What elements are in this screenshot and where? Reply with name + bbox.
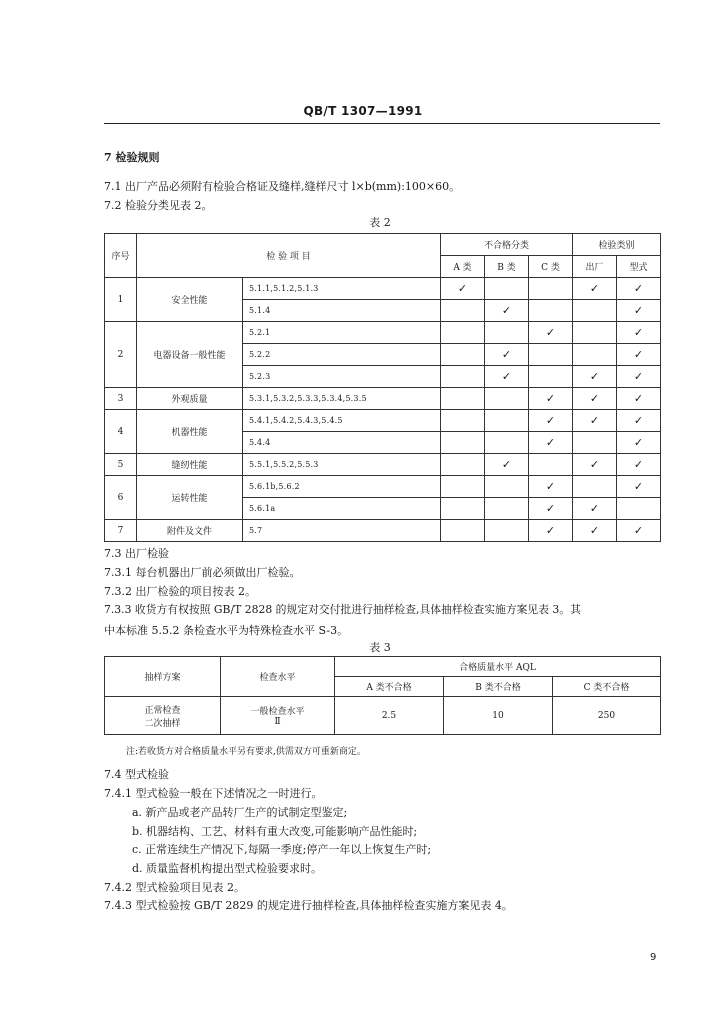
row-clause-codes: 5.7 xyxy=(243,520,441,542)
row-seq: 2 xyxy=(105,322,137,388)
cell-c xyxy=(529,300,573,322)
inspection-classification-table xyxy=(104,233,661,542)
paragraph-7-3-2: 7.3.2 出厂检验的项目按表 2。 xyxy=(104,585,256,598)
header-aql: 合格质量水平 AQL xyxy=(335,657,661,677)
cell-factory xyxy=(573,520,617,542)
row-seq: 1 xyxy=(105,278,137,322)
row-clause-codes: 5.4.4 xyxy=(243,432,441,454)
row-seq: 5 xyxy=(105,454,137,476)
paragraph-7-3-3-cont: 中本标准 5.5.2 条检查水平为特殊检查水平 S-3。 xyxy=(104,624,349,637)
cell-factory xyxy=(573,410,617,432)
table-row xyxy=(105,278,661,300)
header-inspection-level: 检查水平 xyxy=(221,657,335,697)
cell-c xyxy=(529,432,573,454)
table-row xyxy=(105,454,661,476)
check-mark-icon: ✓ xyxy=(633,304,644,317)
row-item-name: 外观质量 xyxy=(137,388,243,410)
cell-type xyxy=(617,300,661,322)
row-clause-codes: 5.3.1,5.3.2,5.3.3,5.3.4,5.3.5 xyxy=(243,388,441,410)
row-clause-codes: 5.1.1,5.1.2,5.1.3 xyxy=(243,278,441,300)
header-class-a: A 类 xyxy=(441,256,485,278)
check-mark-icon: ✓ xyxy=(633,436,644,449)
cell-c xyxy=(529,344,573,366)
check-mark-icon: ✓ xyxy=(633,414,644,427)
check-mark-icon: ✓ xyxy=(633,458,644,471)
standard-code-header: QB/T 1307—1991 xyxy=(303,104,423,118)
check-mark-icon: ✓ xyxy=(633,348,644,361)
check-mark-icon: ✓ xyxy=(633,480,644,493)
cell-b xyxy=(485,344,529,366)
header-aql-c: C 类不合格 xyxy=(553,677,661,697)
cell-type xyxy=(617,432,661,454)
header-seq: 序号 xyxy=(105,234,137,278)
header-aql-b: B 类不合格 xyxy=(444,677,553,697)
cell-a xyxy=(441,410,485,432)
row-item-name: 电器设备一般性能 xyxy=(137,322,243,388)
check-mark-icon: ✓ xyxy=(589,414,600,427)
cell-type xyxy=(617,388,661,410)
row-item-name: 机器性能 xyxy=(137,410,243,454)
cell-a xyxy=(441,344,485,366)
cell-a xyxy=(441,498,485,520)
paragraph-7-3-3: 7.3.3 收货方有权按照 GB/T 2828 的规定对交付批进行抽样检查,具体抽样检查实施方案见表 3。其 xyxy=(104,603,581,616)
cell-b xyxy=(485,476,529,498)
cell-b xyxy=(485,432,529,454)
row-seq: 6 xyxy=(105,476,137,520)
cell-type xyxy=(617,366,661,388)
row-clause-codes: 5.2.3 xyxy=(243,366,441,388)
cell-c xyxy=(529,366,573,388)
row-item-name: 附件及文件 xyxy=(137,520,243,542)
paragraph-7-4-1: 7.4.1 型式检验一般在下述情况之一时进行。 xyxy=(104,787,323,800)
table-3-caption: 表 3 xyxy=(369,641,391,654)
cell-c xyxy=(529,322,573,344)
header-sampling-scheme: 抽样方案 xyxy=(105,657,221,697)
table-2-body xyxy=(105,278,661,542)
table-row xyxy=(105,322,661,344)
table-row xyxy=(105,476,661,498)
cell-type xyxy=(617,476,661,498)
check-mark-icon: ✓ xyxy=(501,304,512,317)
header-defect-class: 不合格分类 xyxy=(441,234,573,256)
check-mark-icon: ✓ xyxy=(633,392,644,405)
cell-a xyxy=(441,366,485,388)
cell-a xyxy=(441,520,485,542)
row-item-name: 缝纫性能 xyxy=(137,454,243,476)
cell-type xyxy=(617,344,661,366)
cell-c xyxy=(529,454,573,476)
cell-a xyxy=(441,300,485,322)
cell-type xyxy=(617,278,661,300)
cell-b xyxy=(485,366,529,388)
cell-factory xyxy=(573,344,617,366)
cell-factory xyxy=(573,498,617,520)
level-general: 一般检查水平 xyxy=(250,707,305,717)
cell-b xyxy=(485,322,529,344)
check-mark-icon: ✓ xyxy=(633,282,644,295)
check-mark-icon: ✓ xyxy=(545,436,556,449)
check-mark-icon: ✓ xyxy=(545,326,556,339)
row-clause-codes: 5.2.2 xyxy=(243,344,441,366)
check-mark-icon: ✓ xyxy=(545,414,556,427)
row-item-name: 运转性能 xyxy=(137,476,243,520)
row-clause-codes: 5.2.1 xyxy=(243,322,441,344)
header-class-c: C 类 xyxy=(529,256,573,278)
cell-factory xyxy=(573,432,617,454)
header-type: 型式 xyxy=(617,256,661,278)
paragraph-7-4-3: 7.4.3 型式检验按 GB/T 2829 的规定进行抽样检查,具体抽样检查实施方案见表 4。 xyxy=(104,899,513,912)
header-item: 检 验 项 目 xyxy=(137,234,441,278)
sampling-plan-table xyxy=(104,656,661,735)
table-row xyxy=(105,410,661,432)
cell-c xyxy=(529,278,573,300)
check-mark-icon: ✓ xyxy=(633,370,644,383)
check-mark-icon: ✓ xyxy=(545,392,556,405)
aql-b-value: 10 xyxy=(444,697,553,735)
paragraph-7-1: 7.1 出厂产品必须附有检验合格证及缝样,缝样尺寸 l×b(mm):100×60。 xyxy=(104,180,461,193)
table-row xyxy=(105,388,661,410)
check-mark-icon: ✓ xyxy=(633,326,644,339)
sampling-scheme-cell xyxy=(105,697,221,735)
cell-a xyxy=(441,388,485,410)
check-mark-icon: ✓ xyxy=(457,282,468,295)
check-mark-icon: ✓ xyxy=(633,524,644,537)
header-class-b: B 类 xyxy=(485,256,529,278)
check-mark-icon: ✓ xyxy=(589,282,600,295)
table-row xyxy=(105,520,661,542)
cell-b xyxy=(485,388,529,410)
cell-b xyxy=(485,278,529,300)
row-seq: 4 xyxy=(105,410,137,454)
list-item-a: a. 新产品或老产品转厂生产的试制定型鉴定; xyxy=(132,806,348,819)
cell-type xyxy=(617,322,661,344)
cell-a xyxy=(441,432,485,454)
cell-a xyxy=(441,476,485,498)
cell-factory xyxy=(573,366,617,388)
page-number: 9 xyxy=(650,952,657,963)
header-factory: 出厂 xyxy=(573,256,617,278)
check-mark-icon: ✓ xyxy=(589,392,600,405)
cell-a xyxy=(441,278,485,300)
check-mark-icon: ✓ xyxy=(501,370,512,383)
aql-c-value: 250 xyxy=(553,697,661,735)
cell-c xyxy=(529,388,573,410)
row-clause-codes: 5.5.1,5.5.2,5.5.3 xyxy=(243,454,441,476)
table-2-caption: 表 2 xyxy=(369,216,391,229)
cell-c xyxy=(529,498,573,520)
row-clause-codes: 5.4.1,5.4.2,5.4.3,5.4.5 xyxy=(243,410,441,432)
header-aql-a: A 类不合格 xyxy=(335,677,444,697)
cell-a xyxy=(441,454,485,476)
paragraph-7-4-2: 7.4.2 型式检验项目见表 2。 xyxy=(104,881,245,894)
cell-b xyxy=(485,300,529,322)
check-mark-icon: ✓ xyxy=(589,370,600,383)
row-seq: 3 xyxy=(105,388,137,410)
paragraph-7-2: 7.2 检验分类见表 2。 xyxy=(104,199,213,212)
cell-c xyxy=(529,410,573,432)
scheme-normal: 正常检查 xyxy=(144,705,181,716)
section-7-title: 7 检验规则 xyxy=(104,151,160,164)
cell-factory xyxy=(573,300,617,322)
check-mark-icon: ✓ xyxy=(589,524,600,537)
list-item-c: c. 正常连续生产情况下,每隔一季度;停产一年以上恢复生产时; xyxy=(132,843,432,856)
cell-b xyxy=(485,410,529,432)
row-clause-codes: 5.6.1b,5.6.2 xyxy=(243,476,441,498)
check-mark-icon: ✓ xyxy=(589,502,600,515)
header-rule xyxy=(104,123,660,124)
paragraph-7-3: 7.3 出厂检验 xyxy=(104,547,169,560)
cell-c xyxy=(529,520,573,542)
cell-b xyxy=(485,520,529,542)
list-item-d: d. 质量监督机构提出型式检验要求时。 xyxy=(132,862,323,875)
cell-factory xyxy=(573,322,617,344)
check-mark-icon: ✓ xyxy=(589,458,600,471)
table-3-note: 注:若收货方对合格质量水平另有要求,供需双方可重新商定。 xyxy=(126,747,366,757)
cell-a xyxy=(441,322,485,344)
check-mark-icon: ✓ xyxy=(545,524,556,537)
check-mark-icon: ✓ xyxy=(501,348,512,361)
cell-type xyxy=(617,520,661,542)
cell-type xyxy=(617,410,661,432)
list-item-b: b. 机器结构、工艺、材料有重大改变,可能影响产品性能时; xyxy=(132,825,418,838)
cell-type xyxy=(617,498,661,520)
check-mark-icon: ✓ xyxy=(501,458,512,471)
level-value: Ⅱ xyxy=(274,717,281,727)
paragraph-7-4: 7.4 型式检验 xyxy=(104,768,169,781)
check-mark-icon: ✓ xyxy=(545,480,556,493)
cell-factory xyxy=(573,278,617,300)
cell-factory xyxy=(573,388,617,410)
row-item-name: 安全性能 xyxy=(137,278,243,322)
inspection-level-cell xyxy=(221,697,335,735)
aql-a-value: 2.5 xyxy=(335,697,444,735)
cell-factory xyxy=(573,476,617,498)
row-clause-codes: 5.1.4 xyxy=(243,300,441,322)
paragraph-7-3-1: 7.3.1 每台机器出厂前必须做出厂检验。 xyxy=(104,566,301,579)
header-inspection-class: 检验类别 xyxy=(573,234,661,256)
scheme-double: 二次抽样 xyxy=(144,718,181,729)
cell-b xyxy=(485,498,529,520)
row-clause-codes: 5.6.1a xyxy=(243,498,441,520)
cell-factory xyxy=(573,454,617,476)
cell-c xyxy=(529,476,573,498)
cell-type xyxy=(617,454,661,476)
row-seq: 7 xyxy=(105,520,137,542)
check-mark-icon: ✓ xyxy=(545,502,556,515)
cell-b xyxy=(485,454,529,476)
